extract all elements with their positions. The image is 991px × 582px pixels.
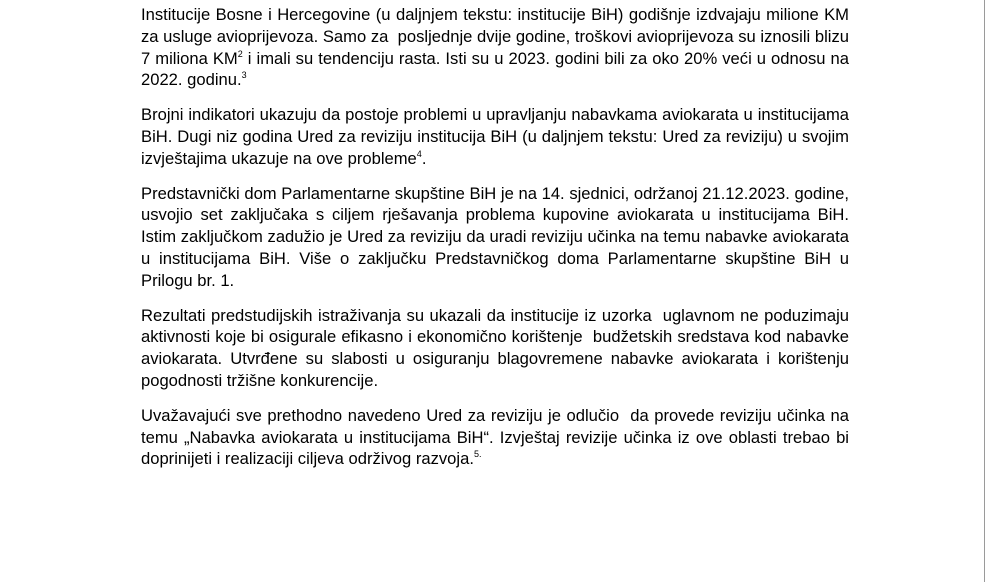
footnote-ref-2: 2 xyxy=(237,48,243,59)
paragraph-text: i imali su tendenciju rasta. Isti su u 2023. godini bili za oko 20% veći u odnosu na 2022. godinu. xyxy=(141,48,854,90)
paragraph-text: Rezultati predstudijskih istraživanja su ukazali da institucije iz uzorka uglavnom ne poduzimaju aktivnosti koje bi osigurale efikasno i ekonomično korištenje budžetskih sredstava kod nabavke aviokarata. Utvrđene su slabosti u osiguranju blagovremene nabavke aviokarata i korištenju pogodnosti tržišne konkurencije. xyxy=(141,305,854,390)
paragraph-prestudy-results xyxy=(141,305,854,392)
page-edge-divider xyxy=(984,0,985,582)
paragraph-institutions-costs xyxy=(141,4,854,91)
footnote-ref-5: 5. xyxy=(473,449,482,460)
paragraph-text: Brojni indikatori ukazuju da postoje problemi u upravljanju nabavkama aviokarata u institucijama BiH. Dugi niz godina Ured za reviziju institucija BiH (u daljnjem tekstu: Ured za reviziju) u svojim izvještajima ukazuje na ove probleme xyxy=(141,105,854,168)
paragraph-text: Institucije Bosne i Hercegovine (u daljnjem tekstu: institucije BiH) godišnje izdvajaju milione KM za usluge avioprijevoza. Samo za posljednje dvije godine, troškovi avioprijevoza su iznosili blizu 7 miliona KM xyxy=(141,5,854,68)
paragraph-text: Predstavnički dom Parlamentarne skupštine BiH je na 14. sjednici, održanoj 21.12.2023. godine, usvojio set zaključaka s ciljem rješavanja problema kupovine aviokarata u institucijama BiH. Istim zaključkom zadužio je Ured za reviziju da uradi reviziju učinka na temu nabavke aviokarata u institucijama BiH. Više o zaključku Predstavničkog doma Parlamentarne skupštine BiH u Prilogu br. 1. xyxy=(141,183,854,290)
footnote-ref-4: 4 xyxy=(416,148,422,159)
paragraph-text: . xyxy=(421,148,427,168)
paragraph-indicators xyxy=(141,104,854,169)
paragraph-audit-decision xyxy=(141,405,854,470)
document-body xyxy=(141,4,854,483)
paragraph-text: Uvažavajući sve prethodno navedeno Ured za reviziju je odlučio da provede reviziju učinka na temu „Nabavka aviokarata u institucijama BiH“. Izvještaj revizije učinka iz ove oblasti trebao bi doprinijeti i realizaciji ciljeva održivog razvoja. xyxy=(141,405,854,469)
footnote-ref-3: 3 xyxy=(241,70,247,81)
paragraph-parliament-conclusions xyxy=(141,183,854,292)
